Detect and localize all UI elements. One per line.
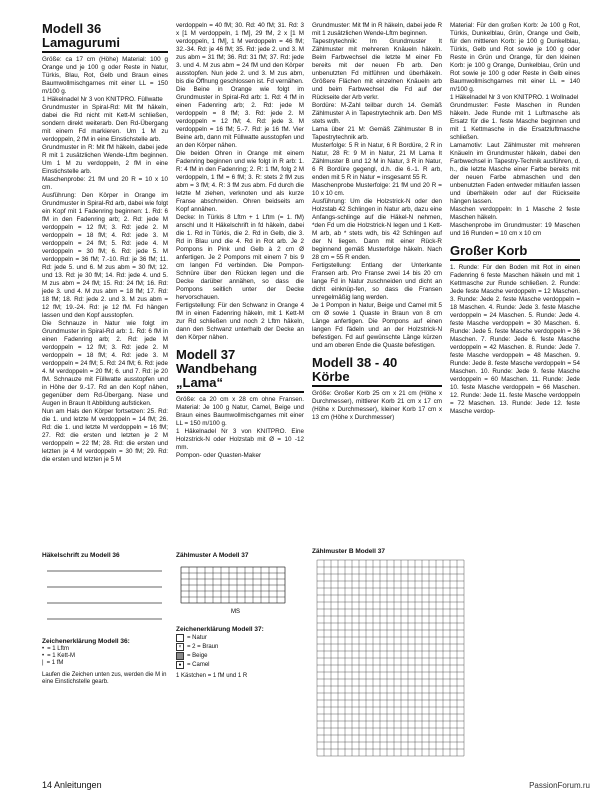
- paragraph: Pompon- oder Quasten-Maker: [176, 452, 262, 459]
- paragraph: 1 Häkelnadel Nr 3 von KNITPRO. Füllwatte: [42, 96, 163, 103]
- crochet-chart-36: [42, 552, 168, 686]
- page-number: 14: [42, 780, 53, 790]
- legend-text: = Camel: [187, 662, 210, 668]
- footer: [42, 780, 102, 790]
- legend-text: = 1 Kett-M: [47, 653, 75, 659]
- model-37-number: Modell 37: [176, 347, 236, 362]
- legend-title: Zeichenerklärung Modell 36:: [42, 638, 130, 645]
- paragraph: Je 1 Pompon in Natur, Beige und Camel mit 5 cm Ø sowie 1 Quaste in Braun von 8 cm Länge anfertigen. Die Pompons auf einen langen Fd fädeln und an der Holzstrick-N befestigen. Fd auf gewünschte Länge kürzen und am oberen Ende die Quaste befestigen.: [312, 302, 442, 349]
- paragraph: Bordüre: M-Zahl teilbar durch 14. Gemäß Zählmuster A in Tapestrytechnik arb. Den MS stets wdh.: [312, 102, 442, 125]
- column-4: [450, 22, 580, 416]
- model-38-40-title: Körbe: [312, 370, 442, 387]
- chart-title: Zählmuster A Modell 37: [176, 552, 249, 559]
- legend-item: • = 1 Kett-M: [42, 653, 75, 659]
- column-3: [312, 22, 442, 422]
- paragraph: Ausführung: Um die Holzstrick-N oder den Holzstab 42 Schlingen in Natur arb, dazu eine Anfangs-schlinge auf die Häkel-N nehmen, *den Fd um die Holzstrick-N legen und 1 Kett-M arb, ab * stets wdh, bis 42 Schlingen auf der N liegen. Dann mit einer Rück-R beginnend gemäß Musterfolge häkeln. Nach 28 cm = 55 R enden.: [312, 198, 442, 261]
- model-38-40-heading: [312, 356, 442, 387]
- paragraph: Fertigstellung: Entlang der Unterkante Fransen arb. Pro Franse zwei 14 bis 20 cm lange Fd in Natur zuschneiden und dicht an dicht einknüp-fen, so dass die Fransen unregelmäßig lang werden.: [312, 262, 442, 301]
- paragraph: Tapestrytechnik: Im Grundmuster It Zählmuster mit mehreren Knäueln häkeln. Beim Farbwechsel die letzte M einer Fb bereits mit der neuen Fb arb. Den unbenutzten Fd mitführen und überhäkeln. Größere Flächen mit einzelnen Knäueln arb und beim Farbwechsel die Fd auf der Rückseite der Arb verkr.: [312, 38, 442, 101]
- model-37-title: Wandbehang „Lama“: [176, 362, 304, 393]
- paragraph: Material: Für den großen Korb: Je 100 g Rot, Türkis, Dunkelblau, Grün, Orange und Gelb, für den mittleren Korb: je 100 g Dunkelblau, Türkis, Gelb und Rot sowie je 100 g oder Reste in Grün und Orange, für den kleinen Korb: je 100 g Orange, Dunkelblau, Grün und Rot sowie je 100 g oder Reste in Gelb eines Baumwollmischgarnes mit einer LL = 140 m/100 g.: [450, 22, 580, 93]
- legend-text: = 1 Lftm: [47, 646, 69, 652]
- legend-text: = 2 = Braun: [187, 644, 219, 650]
- legend-item: [176, 634, 304, 642]
- paragraph: Lamamotiv: Laut Zählmuster mit mehreren Knäueln im Grundmuster häkeln, dabei den Farbwechsel in Tapestry-Technik ausführen, d. h., die letzte Masche einer Farbe bereits mit der neuen Farbe abmaschen und den unbenutzten Faden entweder mitlaufen lassen und überhäkeln oder auf der Rückseite hängen lassen.: [450, 142, 580, 205]
- chart-b-grid: [312, 555, 572, 765]
- paragraph: Grundmuster in Spiral-Rd: Mit fM häkeln, dabei die Rd nicht mit Kett-M schließen, sondern direkt weiterarb. Den Rd-Übergang mit einem Fd markieren. Um 1 M zu verdoppeln, 2 fM in eine Einstichstelle arb.: [42, 104, 168, 143]
- paragraph: Musterfolge: 5 R in Natur, 6 R Bordüre, 2 R in Natur, 28 R: 9 M in Natur, 21 M Lama It Zählmuster B und 12 M in Natur, 3 R in Natur, 6 R Bordüre gegengl, d.h. die 6.-1. R arb, enden mit 5 R in Natur = insgesamt 55 R.: [312, 142, 442, 181]
- paragraph: 1 Häkelnadel Nr 3 von KNITPRO. 1 Wollnadel: [450, 94, 579, 101]
- paragraph: Maschenprobe im Grundmuster: 19 Maschen und 16 Runden = 10 cm x 10 cm: [450, 222, 580, 237]
- legend-title: Zeichenerklärung Modell 37:: [176, 626, 264, 633]
- paragraph: Decke: In Türkis 8 Lftm + 1 Lftm (= 1. fM) anschl und It Häkelschrift in fd häkeln, dabei die 1. Rd in Türkis, die 2. Rd in Gelb, die 3. Rd in Blau und die 4. Rd in Rot arb. Je 2 Pompons in Pink und Gelb à 2 cm Ø anfertigen. Je 2 Pompons mit einem 7 bis 9 cm langen Fd verbinden. Die Pompon-Schnüre über den Rücken legen und die Decke darüber annähen, so dass die Pompons seitlich unter der Decke hervorschauen.: [176, 214, 304, 301]
- paragraph: Lama über 21 M: Gemäß Zählmuster B in Tapestrytechnik arb.: [312, 126, 442, 141]
- column-1: [42, 22, 168, 464]
- paragraph: 1. Runde: Für den Boden mit Rot in einen Fadenring 6 feste Maschen häkeln und mit 1 Kettmasche zur Runde schließen. 2. Runde: Jede feste Masche verdoppeln = 12 Maschen. 3. Runde: Jede 2. feste Masche verdoppeln = 18 Maschen. 4. Runde: Jede 3. feste Masche verdoppeln = 24 Maschen. 5. Runde: Jede 4. feste Masche verdoppeln = 30 Maschen. 6. Runde: Jede 5. feste Masche verdoppeln = 36 Maschen. 7. Runde: Jede 6. feste Masche verdoppeln = 42 Maschen. 8. Runde: Jede 7. feste Masche verdoppeln = 48 Maschen. 9. Runde: Jede 8. feste Masche verdoppeln = 54 Maschen. 10. Runde: Jede 9. feste Masche verdoppeln = 60 Maschen. 11. Runde: Jede 10. feste Masche verdoppeln = 66 Maschen. 12. Runde: Jede 11. feste Masche verdoppeln = 72 Maschen. 13. Runde: Jede 12. feste Masche verdop-: [450, 264, 580, 415]
- paragraph: Die Beine in Orange wie folgt im Grundmuster in Spiral-Rd arb: 1. Rd: 4 fM in einen Fadenring arb; 2. Rd: jede M verdoppeln = 8 fM; 3. Rd: jede 2. M verdoppeln = 12 fM; 4. Rd: jede 3. M verdoppeln = 16 fM; 5.-7. Rd: je 16 fM. Vier Beine arb, dann mit Füllwatte ausstopfen und an den Körper nähen.: [176, 86, 304, 149]
- chart-a-grid: [176, 559, 304, 619]
- legend-text: = 1 fM: [46, 660, 64, 666]
- paragraph: Maschenprobe Musterfolge: 21 fM und 20 R = 10 x 10 cm.: [312, 182, 442, 197]
- count-chart-b: [312, 548, 580, 770]
- legend-item: | = 1 fM: [42, 660, 64, 666]
- model-36-number: Modell 36: [42, 21, 102, 36]
- chart-title: Häkelschrift zu Modell 36: [42, 552, 120, 559]
- watermark: PassionForum.ru: [529, 781, 590, 790]
- legend-item: [176, 652, 304, 660]
- paragraph: Grundmuster: Mit fM in R häkeln, dabei jede R mit 1 zusätzlichen Wende-Lftm beginnen.: [312, 22, 442, 37]
- ms-label: MS: [231, 609, 240, 615]
- model-38-40-number: Modell 38 - 40: [312, 355, 398, 370]
- legend-item: • = 1 Lftm: [42, 646, 69, 652]
- section-label: Anleitungen: [54, 780, 102, 790]
- legend-note: 1 Kästchen = 1 fM und 1 R: [176, 673, 248, 679]
- legend-text: = Beige: [187, 653, 208, 659]
- legend-text: = Natur: [187, 635, 207, 641]
- crochet-diagram: [42, 559, 168, 629]
- paragraph: Die Schnauze in Natur wie folgt im Grundmuster in Spiral-Rd arb: 1. Rd: 6 fM in einen Fadenring arb; 2. Rd: jede M verdoppeln = 12 fM; 3. Rd: jede 2. M verdoppeln = 18 fM; 4. Rd: jede 3. M verdoppeln = 24 fM; 5. Rd: 24 fM; 6. Rd: jede 4. M verdoppeln = 20 fM; 6. und 7. Rd: je 20 fM. Schnauze mit Füllwatte ausstopfen und in Höhe der 9.-17. Rd an den Kopf nähen, gegenüber dem Rd-Übergang. Nase und Augen in Braun lt Abbildung aufsticken.: [42, 320, 168, 407]
- paragraph: Die beiden Ohren in Orange mit einem Fadenring beginnen und wie folgt in R arb: 1. R: 4 fM in den Fadenring; 2. R: 1 fM, folg 2 M verdoppeln, 1 fM = 6 fM; 3. R: stets 2 fM zus abm = 3 fM; 4. R: 3 fM zus abm. Fd durch die letzte M ziehen, verknoten und als kurze Franse abschneiden. Ohren beidseits am Kopf annähen.: [176, 150, 304, 213]
- paragraph: Nun am Hals den Körper fortsetzen: 25. Rd: die 1. und letzte M verdoppeln = 14 fM; 26. Rd: die 1. und letzte M verdoppeln = 16 fM; 27. Rd: die ersten und letzten je 2 M verdoppeln = 22 fM; 28. Rd: die ersten und letzten je 4 M verdoppeln = 30 fM; 29. Rd: die ersten und letzten je 5 M: [42, 408, 168, 463]
- paragraph: Maschen verdoppeln: In 1 Masche 2 feste Maschen häkeln.: [450, 206, 580, 221]
- legend-note: Laufen die Zeichen unten zus, werden die M in eine Einstichstelle gearb.: [42, 672, 167, 685]
- count-chart-a: [176, 552, 304, 679]
- large-basket-heading: [450, 244, 580, 261]
- paragraph: 1 Häkelnadel Nr 3 von KNITPRO. Eine Holzstrick-N oder Holzstab mit Ø = 10 -12 mm.: [176, 428, 304, 451]
- paragraph: Ausführung: Den Körper in Orange im Grundmuster in Spiral-Rd arb, dabei wie folgt ein Kopf mit 1 Fadenring beginnen: 1. Rd: 6 fM in den Fadenring arb; 2. Rd: jede M verdoppeln = 12 fM; 3. Rd: jede 2. M verdoppeln = 18 fM; 4. Rd: jede 3. M verdoppeln = 24 fM; 5. Rd: jede 4. M verdoppeln = 30 fM; 6. Rd: jede 5. M verdoppeln = 36 fM; 7.-10. Rd: je 36 fM; 11. Rd: jede 5. und 6. M zus abm = 30 fM; 12. und 13. Rd: je 30 fM; 14. Rd: jede 4. und 5. M zus abm = 24 fM; 15. Rd: 24 fM; 16. Rd: jede 3. und 4. M zus abm = 18 fM; 17. Rd: 18 fM; 18. Rd: jede 2. und 3. M zus abm = 12 fM; 19.-24. Rd: je 12 fM. Fd hängen lassen und den Kopf ausstopfen.: [42, 192, 168, 319]
- paragraph: Größe: ca 20 cm x 28 cm ohne Fransen. Material: Je 100 g Natur, Camel, Beige und Braun eines Baumwollmischgarnes mit einer LL = 150 m/100 g.: [176, 396, 304, 427]
- paragraph: Größe: Großer Korb 25 cm x 21 cm (Höhe x Durchmesser), mittlerer Korb 21 cm x 17 cm (Höhe x Durchmesser), kleiner Korb 17 cm x 13 cm (Höhe x Durchmesser): [312, 390, 442, 421]
- large-basket-title: Großer Korb: [450, 244, 580, 261]
- model-36-title: Lamagurumi: [42, 36, 168, 53]
- paragraph: verdoppeln = 40 fM; 30. Rd: 40 fM; 31. Rd: 3 x [1 M verdoppeln, 1 fM], 29 fM, 2 x [1 M verdoppeln, 1 fM], 1 M verdoppeln = 46 fM; 32.-34. Rd: je 46 fM; 35. Rd: jede 2. und 3. M zus abm = 31 fM; 36. Rd: 31 fM; 37. Rd: jede 3. und 4. M zus abm = 24 fM und den Körper ausstopfen. Nun jede 2. und 3. M zus abm, bis die Öffnung geschlossen ist. Fd vernähen.: [176, 22, 304, 85]
- paragraph: Fertigstellung: Für den Schwanz in Orange 4 fM in einen Fadenring häkeln, mit 1 Kett-M zur Rd schließen und noch 2 Lftm häkeln, dann den Schwanz unterhalb der Decke an den Körper nähen.: [176, 302, 304, 341]
- chart-title: Zählmuster B Modell 37: [312, 548, 385, 555]
- legend-item: × = 2 = Braun: [176, 643, 304, 651]
- paragraph: Größe: ca 17 cm (Höhe) Material: 100 g Orange und je 100 g oder Reste in Natur, Türkis, Blau, Rot, Gelb und Braun eines Baumwollmischgarnes mit einer LL = 150 m/100 g.: [42, 56, 168, 95]
- column-2: [176, 22, 304, 460]
- legend-item: ● = Camel: [176, 661, 304, 669]
- model-37-heading: [176, 348, 304, 393]
- paragraph: Maschenprobe: 21 fM und 20 R = 10 x 10 cm.: [42, 176, 168, 191]
- paragraph: Grundmuster: Feste Maschen in Runden häkeln. Jede Runde mit 1 Luftmasche als Ersatz für die 1. feste Masche beginnen und mit 1 Kettmasche in die Ersatzluftmasche schließen.: [450, 102, 580, 141]
- model-36-heading: [42, 22, 168, 53]
- paragraph: Grundmuster in R: Mit fM häkeln, dabei jede R mit 1 zusätzlichen Wende-Lftm beginnen. Um 1 M zu verdoppeln, 2 fM in eine Einstichstelle arb.: [42, 144, 168, 175]
